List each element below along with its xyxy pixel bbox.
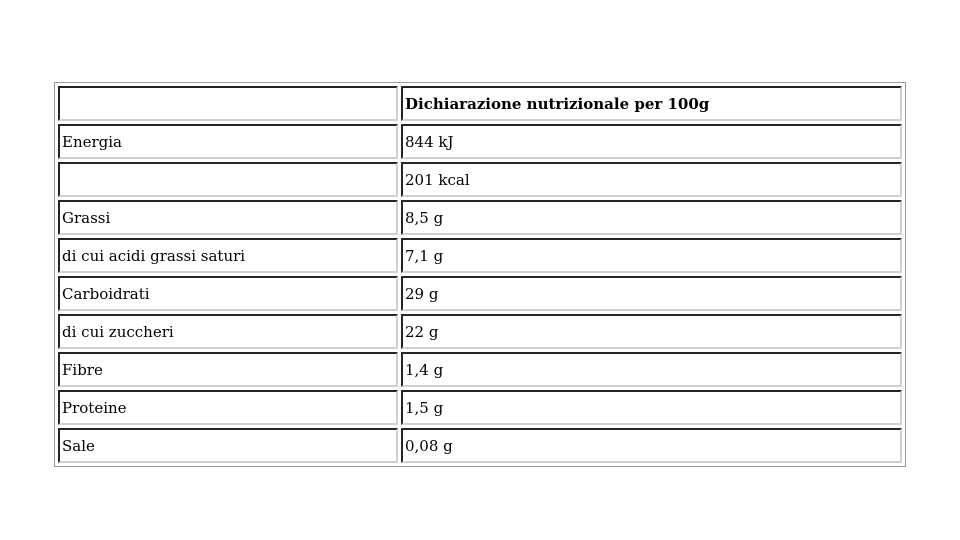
nutrient-label: Energia bbox=[58, 124, 398, 159]
nutrient-label bbox=[58, 162, 398, 197]
nutrient-value: 844 kJ bbox=[401, 124, 902, 159]
nutrition-table bbox=[54, 82, 906, 467]
nutrient-value: 22 g bbox=[401, 314, 902, 349]
table-row bbox=[58, 124, 902, 159]
nutrient-label: Proteine bbox=[58, 390, 398, 425]
table-row bbox=[58, 352, 902, 387]
table-row bbox=[58, 428, 902, 463]
table-row bbox=[58, 162, 902, 197]
header-value-cell: Dichiarazione nutrizionale per 100g bbox=[401, 86, 902, 121]
table-row bbox=[58, 314, 902, 349]
nutrient-value: 1,5 g bbox=[401, 390, 902, 425]
table-header-row bbox=[58, 86, 902, 121]
nutrient-value: 29 g bbox=[401, 276, 902, 311]
nutrient-label: di cui acidi grassi saturi bbox=[58, 238, 398, 273]
header-label-cell bbox=[58, 86, 398, 121]
nutrient-label: Sale bbox=[58, 428, 398, 463]
table-row bbox=[58, 238, 902, 273]
nutrient-value: 0,08 g bbox=[401, 428, 902, 463]
nutrient-value: 7,1 g bbox=[401, 238, 902, 273]
table-row bbox=[58, 200, 902, 235]
nutrition-table-container bbox=[54, 82, 906, 467]
nutrient-value: 201 kcal bbox=[401, 162, 902, 197]
nutrient-label: di cui zuccheri bbox=[58, 314, 398, 349]
nutrient-value: 1,4 g bbox=[401, 352, 902, 387]
nutrient-label: Grassi bbox=[58, 200, 398, 235]
table-row bbox=[58, 276, 902, 311]
table-row bbox=[58, 390, 902, 425]
nutrient-label: Carboidrati bbox=[58, 276, 398, 311]
nutrient-label: Fibre bbox=[58, 352, 398, 387]
nutrient-value: 8,5 g bbox=[401, 200, 902, 235]
